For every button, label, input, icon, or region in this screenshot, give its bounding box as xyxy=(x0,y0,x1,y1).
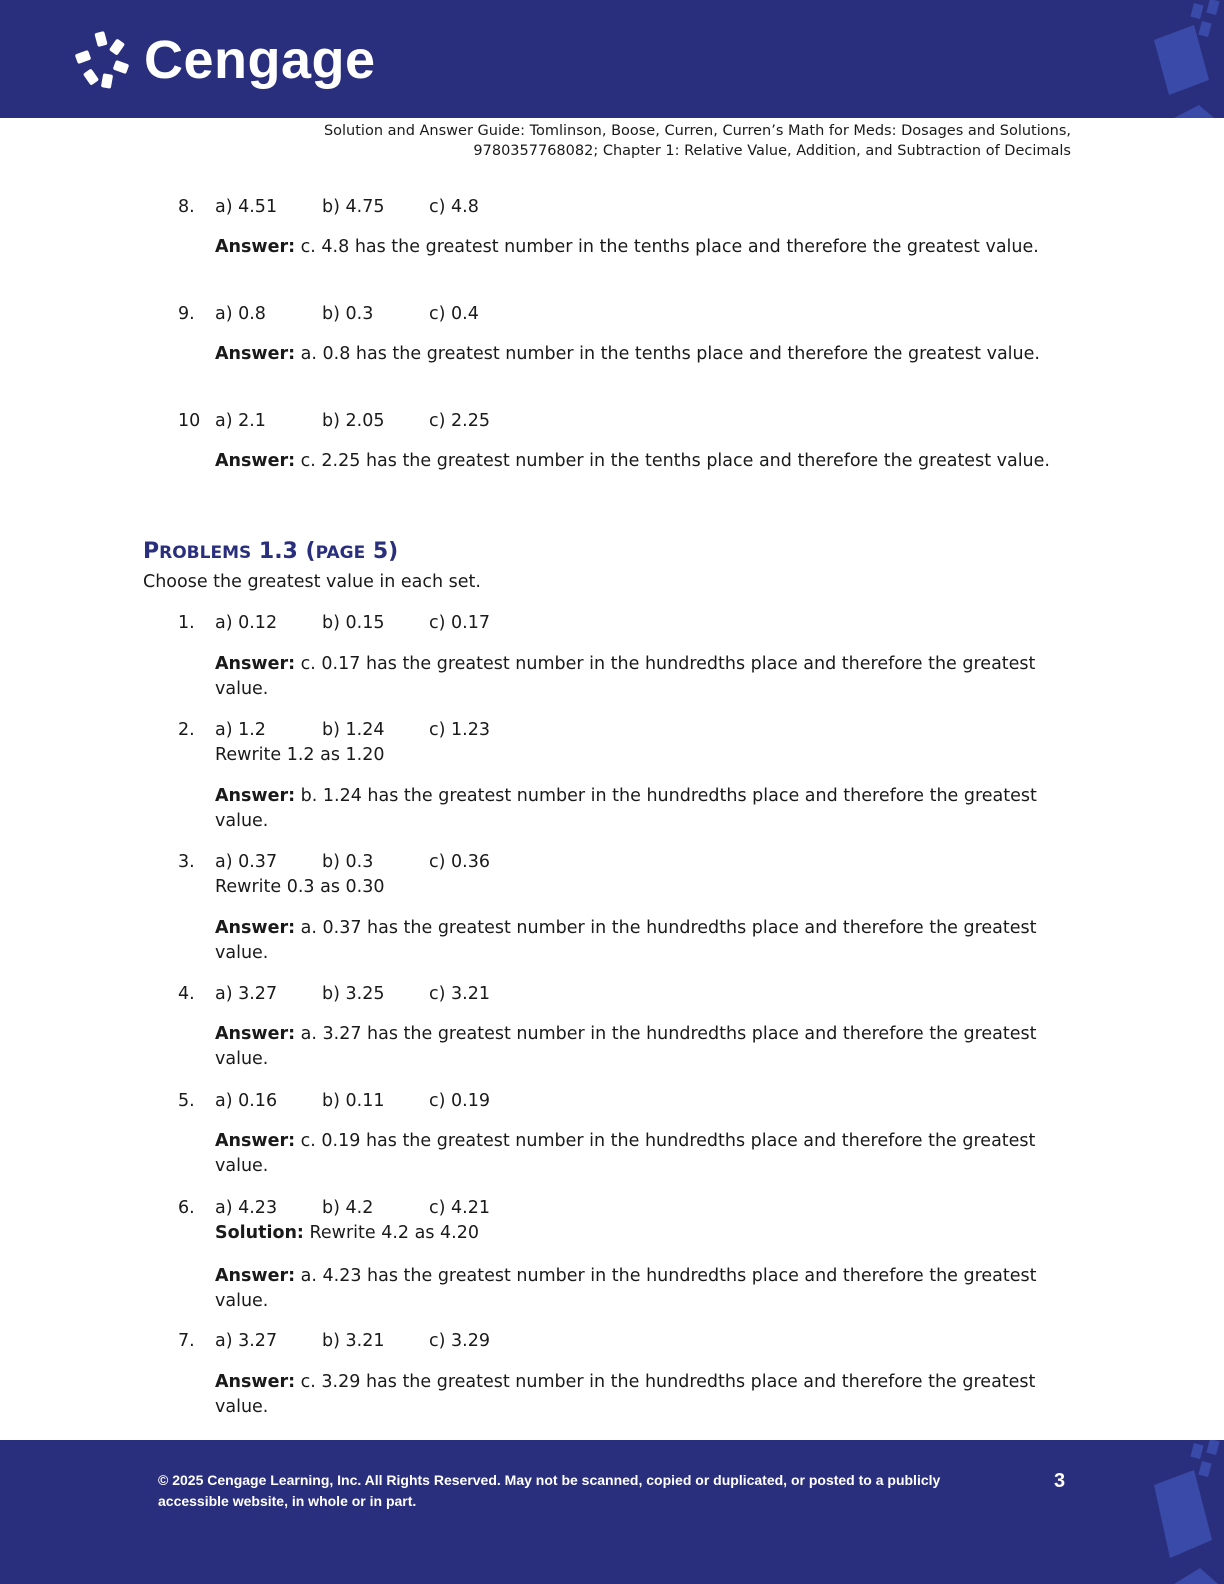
copyright-line1: © 2025 Cengage Learning, Inc. All Rights Reserved. May not be scanned, copied or duplicated, or posted to a publicly xyxy=(158,1472,941,1488)
answer-paragraph xyxy=(215,916,1075,966)
section-intro: Choose the greatest value in each set. xyxy=(143,572,481,592)
option-c: c) 3.21 xyxy=(429,984,490,1004)
option-c: c) 2.25 xyxy=(429,411,490,431)
answer-paragraph xyxy=(215,784,1075,834)
answer-text: a. 4.23 has the greatest number in the hundredths place and therefore the greatest value. xyxy=(215,1266,1037,1311)
question-number: 6. xyxy=(178,1198,195,1218)
question-number: 1. xyxy=(178,613,195,633)
answer-label: Answer: xyxy=(215,451,296,471)
option-c: c) 4.21 xyxy=(429,1198,490,1218)
question-number: 8. xyxy=(178,197,195,217)
answer-text: a. 0.37 has the greatest number in the hundredths place and therefore the greatest value. xyxy=(215,918,1037,963)
option-b: b) 0.3 xyxy=(322,304,374,324)
section-title xyxy=(143,538,398,567)
answer-label: Answer: xyxy=(215,1266,296,1286)
answer-text: c. 0.19 has the greatest number in the hundredths place and therefore the greatest value. xyxy=(215,1131,1036,1176)
option-c: c) 0.19 xyxy=(429,1091,490,1111)
question-number: 2. xyxy=(178,720,195,740)
answer-label: Answer: xyxy=(215,237,296,257)
option-a: a) 2.1 xyxy=(215,411,266,431)
header-banner xyxy=(0,0,1224,118)
option-a: a) 4.23 xyxy=(215,1198,278,1218)
section-title-roblems: ROBLEMS xyxy=(159,543,252,563)
option-b: b) 2.05 xyxy=(322,411,385,431)
copyright-line2: accessible website, in whole or in part. xyxy=(158,1493,417,1509)
question-number: 5. xyxy=(178,1091,195,1111)
option-a: a) 3.27 xyxy=(215,984,278,1004)
option-c: c) 1.23 xyxy=(429,720,490,740)
option-b: b) 0.15 xyxy=(322,613,385,633)
answer-label: Answer: xyxy=(215,1131,296,1151)
guide-title xyxy=(171,121,1071,161)
option-a: a) 0.12 xyxy=(215,613,278,633)
rewrite-note: Rewrite 1.2 as 1.20 xyxy=(215,745,385,765)
cengage-mark-icon xyxy=(74,30,134,90)
answer-paragraph xyxy=(215,342,1075,367)
option-b: b) 1.24 xyxy=(322,720,385,740)
answer-label: Answer: xyxy=(215,1024,296,1044)
option-a: a) 0.16 xyxy=(215,1091,278,1111)
page-number: 3 xyxy=(1054,1470,1066,1492)
answer-label: Answer: xyxy=(215,654,296,674)
question-number: 4. xyxy=(178,984,195,1004)
brand-name: Cengage xyxy=(144,30,376,90)
answer-text: b. 1.24 has the greatest number in the hundredths place and therefore the greatest value. xyxy=(215,786,1037,831)
answer-text: c. 3.29 has the greatest number in the hundredths place and therefore the greatest value. xyxy=(215,1372,1036,1417)
answer-label: Answer: xyxy=(215,786,296,806)
answer-paragraph xyxy=(215,449,1075,474)
option-c: c) 0.4 xyxy=(429,304,479,324)
question-number: 3. xyxy=(178,852,195,872)
question-number: 10 xyxy=(178,411,201,431)
answer-text: a. 0.8 has the greatest number in the tenths place and therefore the greatest value. xyxy=(300,344,1040,364)
question-number: 7. xyxy=(178,1331,195,1351)
answer-text: a. 3.27 has the greatest number in the hundredths place and therefore the greatest value. xyxy=(215,1024,1037,1069)
option-c: c) 0.36 xyxy=(429,852,490,872)
option-b: b) 0.3 xyxy=(322,852,374,872)
option-b: b) 3.21 xyxy=(322,1331,385,1351)
answer-paragraph xyxy=(215,652,1075,702)
footer-banner xyxy=(0,1440,1224,1584)
answer-paragraph xyxy=(215,235,1075,260)
option-b: b) 3.25 xyxy=(322,984,385,1004)
option-c: c) 3.29 xyxy=(429,1331,490,1351)
solution-note xyxy=(215,1221,479,1245)
answer-paragraph xyxy=(215,1129,1075,1179)
option-a: a) 0.8 xyxy=(215,304,266,324)
question-number: 9. xyxy=(178,304,195,324)
option-b: b) 4.2 xyxy=(322,1198,374,1218)
copyright-notice xyxy=(158,1470,958,1512)
solution-text: Rewrite 4.2 as 4.20 xyxy=(309,1223,479,1243)
answer-label: Answer: xyxy=(215,1372,296,1392)
option-c: c) 0.17 xyxy=(429,613,490,633)
answer-paragraph xyxy=(215,1022,1075,1072)
answer-text: c. 4.8 has the greatest number in the tenths place and therefore the greatest value. xyxy=(300,237,1039,257)
answer-text: c. 0.17 has the greatest number in the hundredths place and therefore the greatest value. xyxy=(215,654,1036,699)
answer-label: Answer: xyxy=(215,344,296,364)
corner-decoration-icon xyxy=(1134,1440,1224,1584)
rewrite-note: Rewrite 0.3 as 0.30 xyxy=(215,877,385,897)
section-title-end: 5) xyxy=(365,539,399,564)
solution-label: Solution: xyxy=(215,1223,304,1243)
answer-paragraph xyxy=(215,1370,1075,1420)
option-a: a) 0.37 xyxy=(215,852,278,872)
option-b: b) 4.75 xyxy=(322,197,385,217)
answer-label: Answer: xyxy=(215,918,296,938)
answer-text: c. 2.25 has the greatest number in the tenths place and therefore the greatest value. xyxy=(300,451,1050,471)
option-c: c) 4.8 xyxy=(429,197,479,217)
option-b: b) 0.11 xyxy=(322,1091,385,1111)
section-title-p: P xyxy=(143,539,160,564)
guide-title-line2: 9780357768082; Chapter 1: Relative Value, Addition, and Subtraction of Decimals xyxy=(473,143,1071,159)
option-a: a) 3.27 xyxy=(215,1331,278,1351)
guide-title-line1: Solution and Answer Guide: Tomlinson, Boose, Curren, Curren’s Math for Meds: Dosages and Solutions, xyxy=(323,123,1071,139)
option-a: a) 4.51 xyxy=(215,197,278,217)
option-a: a) 1.2 xyxy=(215,720,266,740)
cengage-logo xyxy=(74,30,376,90)
section-title-page: PAGE xyxy=(315,543,366,563)
corner-decoration-icon xyxy=(1134,0,1224,118)
section-title-num: 1.3 ( xyxy=(251,539,316,564)
answer-paragraph xyxy=(215,1264,1075,1314)
